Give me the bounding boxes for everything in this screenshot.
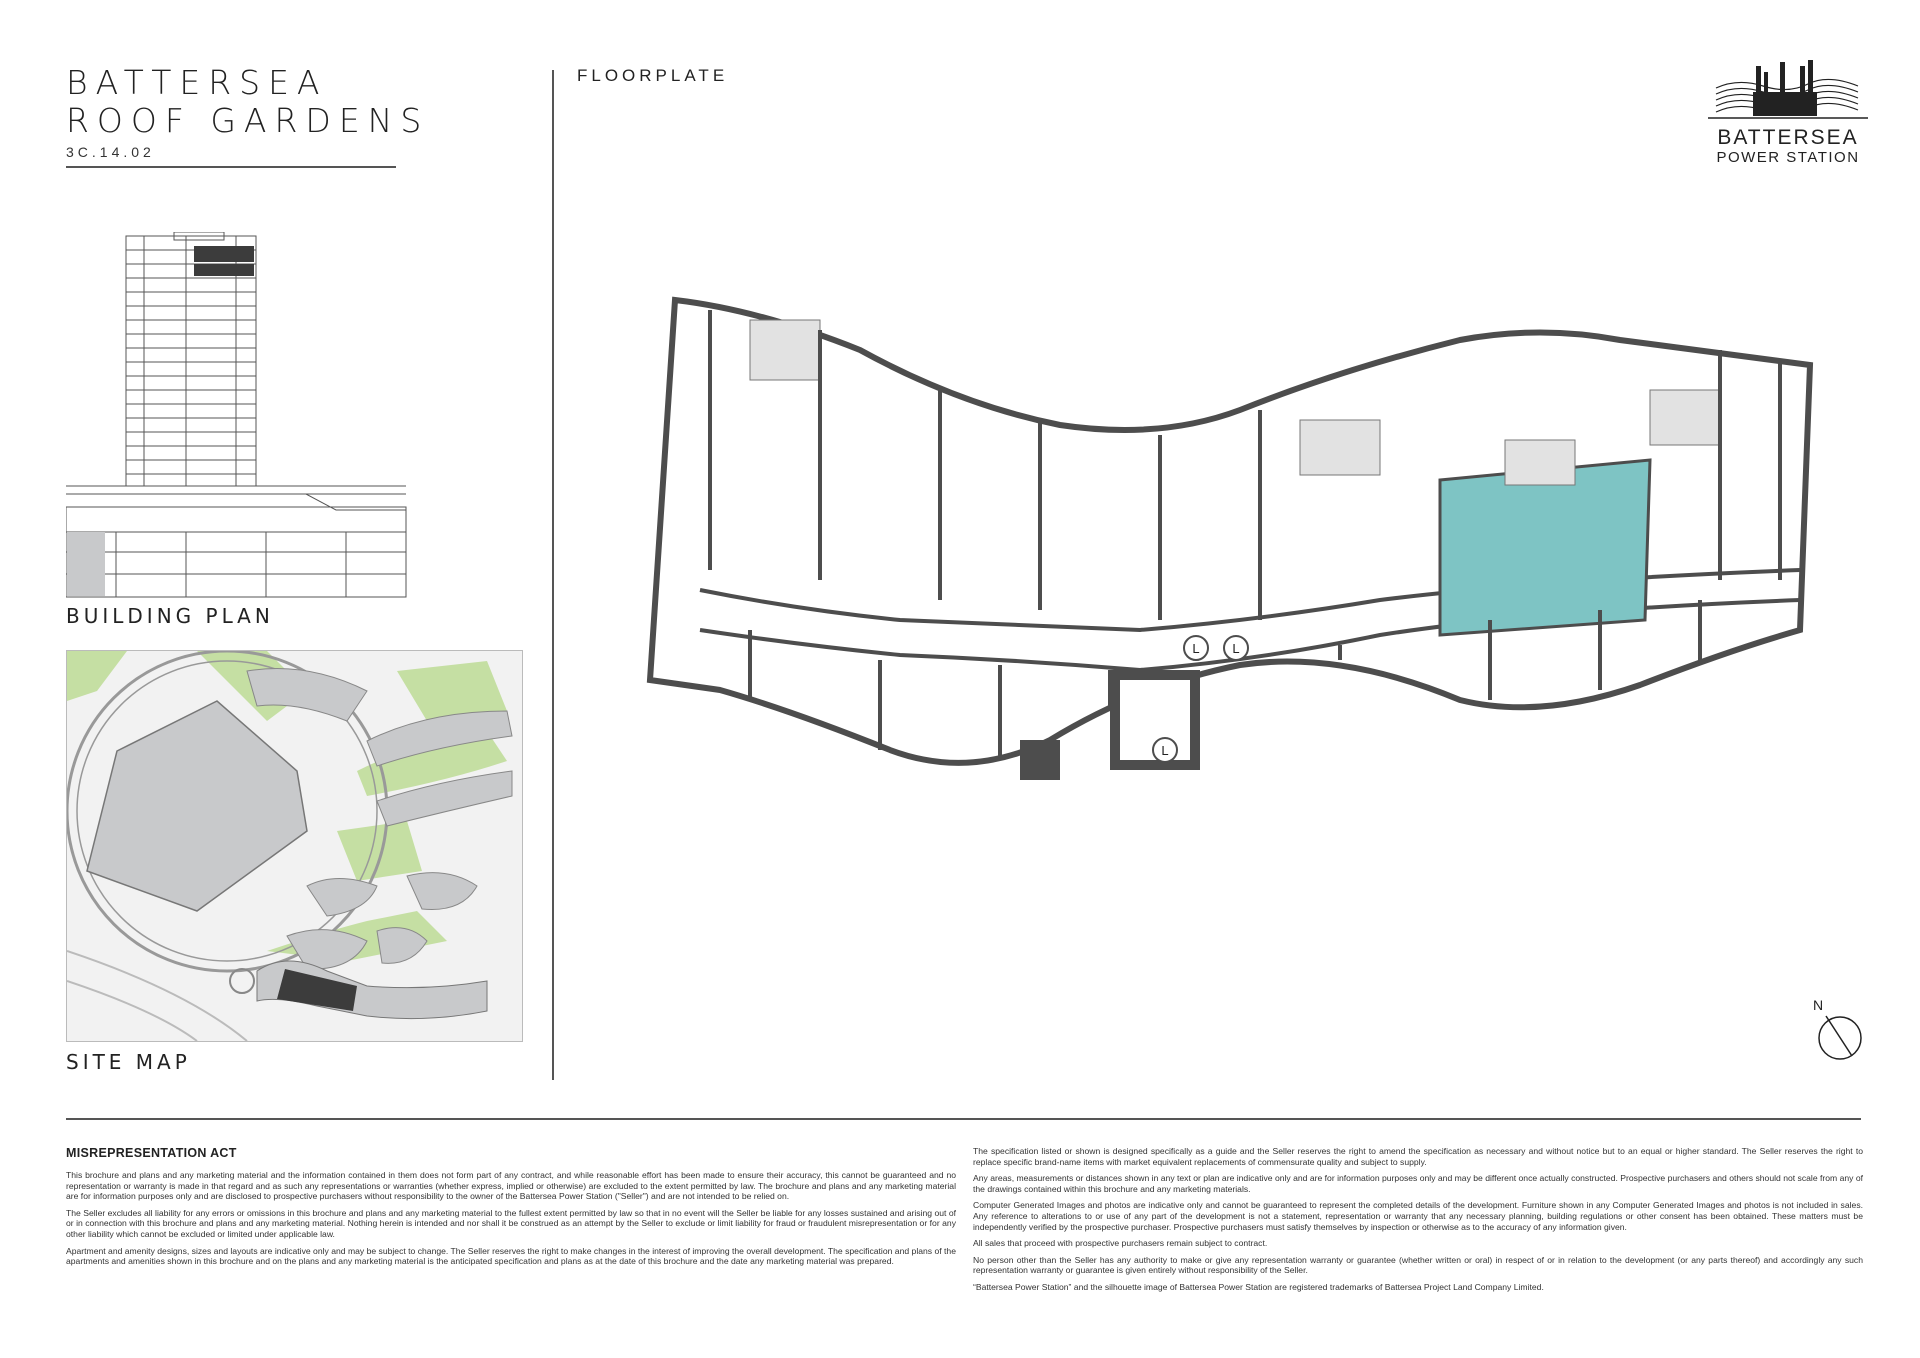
legal-left-paragraph: Apartment and amenity designs, sizes and layouts are indicative only and may be subject to change. The Seller reserves the right to make changes in the interest of improving the overall development. The specification and plans of the apartments and amenities shown in this brochure and on the plans and any marketing material is the anticipated specification and plans as at the date of this brochure and the date any marketing material was prepared. <box>66 1245 956 1267</box>
legal-right-paragraph: Any areas, measurements or distances shown in any text or plan are indicative only and are for information purposes only and may be different once actually constructed. Prospective purchasers and others should not scale from any of the drawings contained within this brochure and any marketing materials. <box>973 1173 1863 1194</box>
column-divider <box>552 70 554 1080</box>
legal-left-paragraph: The Seller excludes all liability for any errors or omissions in this brochure and plans and any marketing material to the fullest extent permitted by law so that in no event will the Seller be liable for any losses sustained and arising out of or in connection with this brochure and plans and any marketing material. Nothing herein is intended and nor shall it be construed as an attempt by the Seller to exclude or limit liability for fraud or fraudulent misrepresentation or for any other liability which cannot be excluded or limited under applicable law. <box>66 1207 956 1239</box>
legal-right-paragraph: The specification listed or shown is designed specifically as a guide and the Seller reserves the right to amend the specification as necessary and without notice but to an equal or higher standard. The Seller reserves the right to replace specific brand-name items with market equivalent replacements of commensurate quality and subject to supply. <box>973 1146 1863 1167</box>
legal-right-column <box>973 1146 1863 1299</box>
title-divider <box>66 166 396 168</box>
legal-left-paragraph: This brochure and plans and any marketing material and the information contained in them does not form part of any contract, and while reasonable effort has been made to ensure their accuracy, this cannot be guaranteed and no representation or warranty is made in that regard and as such any representations or warranties (whether express, implied or otherwise) are excluded to the extent permitted by law. The brochure and plans and any marketing material are for information purposes only and are disclosed to prospective purchasers without responsibility to the owner of the Battersea Power Station ("Seller") and are not intended to be relied on. <box>66 1170 956 1202</box>
floorplate-drawing <box>640 290 1840 955</box>
title-block <box>66 64 429 160</box>
legal-right-paragraph: “Battersea Power Station” and the silhouette image of Battersea Power Station are registered trademarks of Battersea Project Land Company Limited. <box>973 1281 1544 1292</box>
legal-left-column <box>66 1170 956 1273</box>
legal-divider <box>66 1118 1861 1120</box>
unit-code: 3C.14.02 <box>66 144 155 160</box>
building-plan-label: BUILDING PLAN <box>66 604 274 628</box>
battersea-logo <box>1708 58 1868 167</box>
lift-marker-1: L <box>1192 641 1200 656</box>
legal-right-paragraph: No person other than the Seller has any authority to make or give any representation warranty or guarantee (whether written or oral) in respect of or in relation to the development (or any parts thereof) and accordingly any such representation warranty or guarantee is given entirely without responsibility of the Seller. <box>973 1254 1863 1276</box>
logo-line-2: POWER STATION <box>1716 149 1860 166</box>
title-line-2: ROOF GARDENS <box>66 101 430 140</box>
legal-right-paragraph: All sales that proceed with prospective purchasers remain subject to contract. <box>973 1238 1268 1249</box>
floorplate-label: FLOORPLATE <box>577 66 729 85</box>
lift-marker-3: L <box>1161 743 1169 758</box>
site-map <box>66 650 523 1042</box>
building-plan-drawing <box>66 232 411 609</box>
compass <box>1808 998 1868 1067</box>
legal-heading: MISREPRESENTATION ACT <box>66 1146 237 1160</box>
legal-right-paragraph: Computer Generated Images and photos are indicative only and cannot be guaranteed to represent the completed details of the development. Furniture shown in any Computer Generated Images and photos is not included in sales. Any reference to alterations to or use of any part of the development is not a statement, representation or warranty that any necessary planning, building regulations or other consent has been obtained. These matters must be independently verified by the prospective purchaser. Prospective purchasers must satisfy themselves by inspection or otherwise as to the accuracy of any information given. <box>973 1200 1863 1232</box>
compass-label: N <box>1813 998 1824 1013</box>
logo-line-1: BATTERSEA <box>1717 126 1859 149</box>
power-station-silhouette-icon <box>1708 58 1868 120</box>
lift-marker-2: L <box>1232 641 1240 656</box>
north-arrow-icon <box>1808 998 1868 1062</box>
title-line-1: BATTERSEA <box>66 63 328 102</box>
site-map-label: SITE MAP <box>66 1050 191 1074</box>
